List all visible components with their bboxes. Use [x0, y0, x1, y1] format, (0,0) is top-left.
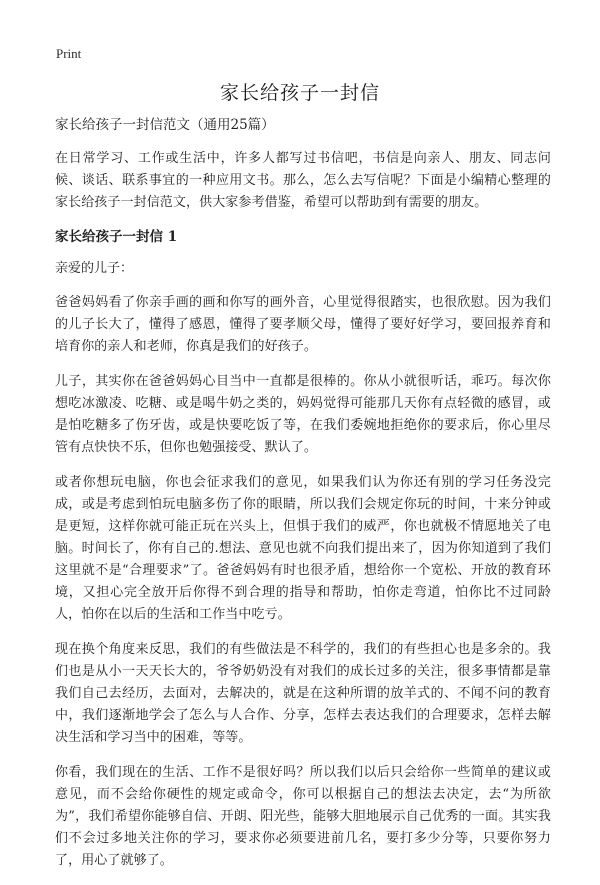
letter-paragraph: 儿子，其实你在爸爸妈妈心目当中一直都是很棒的。你从小就很听话，乖巧。每次你想吃冰激凌、吃糖、或是喝牛奶之类的，妈妈觉得可能那几天你有点轻微的感冒，或是怕吃糖多了伤牙齿，或是快要吃饭了等，在我们委婉地拒绝你的要求后，你心里尽管有点快快不乐，但你也勉强接受、默认了。 [55, 374, 551, 455]
section-heading: 家长给孩子一封信 1 [55, 229, 178, 245]
document-body [55, 116, 551, 885]
letter-paragraph: 现在换个角度来反思，我们的有些做法是不科学的，我们的有些担心也是多余的。我们也是从小一天天长大的，爷爷奶奶没有对我们的成长过多的关注，很多事情都是靠我们自己去经历，去面对，去解决的，就是在这种所谓的放羊式的、不闻不问的教育中，我们逐渐地学会了怎么与人合作、分享，怎样去表达我们的合理要求，怎样去解决生活和学习当中的困难，等等。 [55, 642, 551, 745]
letter-paragraph: 或者你想玩电脑，你也会征求我们的意见，如果我们认为你还有别的学习任务没完成，或是考虑到怕玩电脑多伤了你的眼睛，所以我们会规定你玩的时间，十来分钟或是更短，这样你就可能正玩在兴头上，但惧于我们的威严，你也就极不情愿地关了电脑。时间长了，你有自己的.想法、意见也就不向我们提出来了，因为你知道到了我们这里就不是“合理要求”了。爸爸妈妈有时也很矛盾，想给你一个宽松、开放的教育环境，又担心完全放开后你得不到合理的指导和帮助，怕你走弯道，怕你比不过同龄人，怕你在以后的生活和工作当中吃亏。 [55, 475, 551, 622]
document-subtitle: 家长给孩子一封信范文（通用25篇） [55, 117, 275, 133]
letter-paragraph: 你看，我们现在的生活、工作不是很好吗？所以我们以后只会给你一些简单的建议或意见，而不会给你硬性的规定或命令，你可以根据自己的想法去决定，去“为所欲为”，我们希望你能够自信、开朗、阳光些，能够大胆地展示自己优秀的一面。其实我们不会过多地关注你的学习，要求你必须要进前几名，要打多少分等，只要你努力了，用心了就够了。 [55, 765, 551, 868]
document-title: 家长给孩子一封信 [219, 82, 380, 104]
intro-paragraph: 在日常学习、工作或生活中，许多人都写过书信吧，书信是向亲人、朋友、同志问候、谈话、联系事宜的一种应用文书。那么，怎么去写信呢？下面是小编精心整理的家长给孩子一封信范文，供大家参考借鉴，希望可以帮助到有需要的朋友。 [55, 151, 551, 210]
print-label: Print [56, 46, 82, 61]
letter-paragraph: 爸爸妈妈看了你亲手画的画和你写的画外音，心里觉得很踏实，也很欣慰。因为我们的儿子长大了，懂得了感恩，懂得了要孝顺父母，懂得了要好好学习，要回报养育和培育你的亲人和老师，你真是我们的好孩子。 [55, 295, 551, 354]
letter-greeting: 亲爱的儿子： [55, 261, 134, 276]
